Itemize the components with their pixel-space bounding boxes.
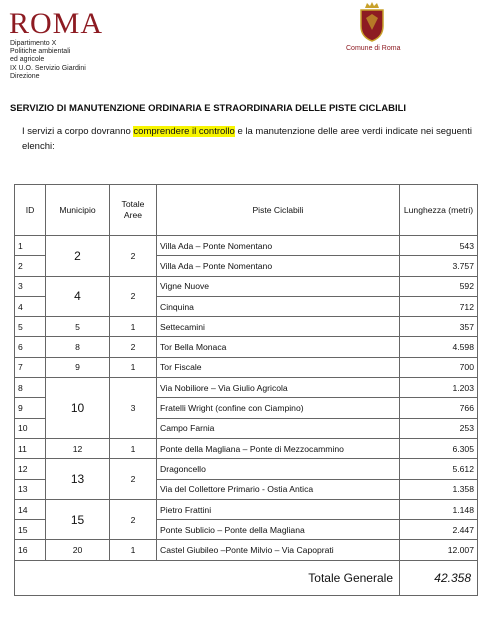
total-label: Totale Generale: [15, 560, 400, 595]
cell-pista: Settecamini: [157, 317, 400, 337]
cell-aree: 2: [110, 459, 157, 500]
cell-aree: 1: [110, 317, 157, 337]
cell-lunghezza: 253: [400, 418, 478, 438]
cell-pista: Cinquina: [157, 296, 400, 316]
cell-id: 8: [15, 378, 46, 398]
cell-municipio: 2: [46, 236, 110, 277]
cell-pista: Via del Collettore Primario - Ostia Antica: [157, 479, 400, 499]
cell-pista: Tor Bella Monaca: [157, 337, 400, 357]
intro-paragraph: [22, 124, 492, 154]
table-row: [15, 236, 478, 256]
comune-label: Comune di Roma: [346, 45, 401, 52]
cell-lunghezza: 3.757: [400, 256, 478, 276]
cell-aree: 2: [110, 276, 157, 317]
cell-lunghezza: 1.148: [400, 499, 478, 519]
cell-pista: Pietro Frattini: [157, 499, 400, 519]
header-municipio: Municipio: [46, 185, 110, 236]
cell-id: 11: [15, 438, 46, 458]
cell-lunghezza: 4.598: [400, 337, 478, 357]
department-info: [10, 40, 86, 81]
cell-id: 5: [15, 317, 46, 337]
cell-lunghezza: 12.007: [400, 540, 478, 560]
table-row: [15, 378, 478, 398]
cell-id: 2: [15, 256, 46, 276]
department-line: Politiche ambientali: [10, 48, 71, 56]
table-row: [15, 317, 478, 337]
cell-pista: Tor Fiscale: [157, 357, 400, 377]
cell-aree: 2: [110, 236, 157, 277]
cell-lunghezza: 712: [400, 296, 478, 316]
department-line: Dipartimento X: [10, 40, 57, 47]
department-line: ed agricole: [10, 56, 45, 64]
cell-pista: Dragoncello: [157, 459, 400, 479]
department-line: IX U.O. Servizio Giardini: [10, 64, 86, 72]
cell-municipio: 9: [46, 357, 110, 377]
cell-id: 16: [15, 540, 46, 560]
cell-id: 14: [15, 499, 46, 519]
cell-lunghezza: 6.305: [400, 438, 478, 458]
table-row: [15, 540, 478, 560]
cell-municipio: 20: [46, 540, 110, 560]
cell-aree: 1: [110, 540, 157, 560]
cell-pista: Villa Ada – Ponte Nomentano: [157, 236, 400, 256]
cell-id: 15: [15, 520, 46, 540]
cell-id: 13: [15, 479, 46, 499]
intro-text: e la manutenzione delle aree verdi indicate nei seguenti elenchi:: [22, 126, 472, 152]
table-header-row: [15, 185, 478, 236]
table-row: [15, 357, 478, 377]
cell-pista: Via Nobiliore – Via Giulio Agricola: [157, 378, 400, 398]
cell-municipio: 13: [46, 459, 110, 500]
cell-aree: 2: [110, 337, 157, 357]
table-row: [15, 499, 478, 519]
cell-pista: Ponte della Magliana – Ponte di Mezzocammino: [157, 438, 400, 458]
cell-pista: Villa Ada – Ponte Nomentano: [157, 256, 400, 276]
table-row: [15, 276, 478, 296]
document-title: SERVIZIO DI MANUTENZIONE ORDINARIA E STRAORDINARIA DELLE PISTE CICLABILI: [10, 103, 407, 114]
table-row: [15, 459, 478, 479]
cell-aree: 1: [110, 357, 157, 377]
cell-municipio: 12: [46, 438, 110, 458]
intro-text: I servizi a corpo dovranno: [22, 126, 134, 137]
cell-lunghezza: 592: [400, 276, 478, 296]
cell-pista: Ponte Sublicio – Ponte della Magliana: [157, 520, 400, 540]
cell-aree: 1: [110, 438, 157, 458]
cell-id: 3: [15, 276, 46, 296]
coat-of-arms-icon: [358, 2, 386, 42]
cell-lunghezza: 766: [400, 398, 478, 418]
cell-municipio: 10: [46, 378, 110, 439]
header-id: ID: [15, 185, 46, 236]
cell-aree: 2: [110, 499, 157, 540]
cell-municipio: 8: [46, 337, 110, 357]
cell-pista: Campo Farnia: [157, 418, 400, 438]
header-totale-aree: Totale Aree: [110, 185, 157, 236]
cell-id: 9: [15, 398, 46, 418]
cell-lunghezza: 700: [400, 357, 478, 377]
highlighted-text: comprendere il controllo: [133, 126, 235, 137]
header-lunghezza: Lunghezza (metri): [400, 185, 478, 236]
cell-lunghezza: 5.612: [400, 459, 478, 479]
department-line: Direzione: [10, 72, 40, 80]
cell-lunghezza: 2.447: [400, 520, 478, 540]
table-row: [15, 438, 478, 458]
total-value: 42.358: [400, 560, 478, 595]
roma-logo: ROMA: [9, 7, 104, 40]
cell-id: 10: [15, 418, 46, 438]
cell-lunghezza: 1.203: [400, 378, 478, 398]
cell-id: 12: [15, 459, 46, 479]
cell-municipio: 15: [46, 499, 110, 540]
cell-id: 7: [15, 357, 46, 377]
bike-paths-table: [14, 184, 478, 596]
cell-pista: Fratelli Wright (confine con Ciampino): [157, 398, 400, 418]
cell-id: 1: [15, 236, 46, 256]
total-row: [15, 560, 478, 595]
cell-lunghezza: 1.358: [400, 479, 478, 499]
cell-municipio: 5: [46, 317, 110, 337]
cell-id: 4: [15, 296, 46, 316]
header-piste: Piste Ciclabili: [157, 185, 400, 236]
cell-id: 6: [15, 337, 46, 357]
cell-pista: Vigne Nuove: [157, 276, 400, 296]
cell-pista: Castel Giubileo –Ponte Milvio – Via Capoprati: [157, 540, 400, 560]
table-row: [15, 337, 478, 357]
cell-aree: 3: [110, 378, 157, 439]
cell-lunghezza: 357: [400, 317, 478, 337]
cell-lunghezza: 543: [400, 236, 478, 256]
cell-municipio: 4: [46, 276, 110, 317]
